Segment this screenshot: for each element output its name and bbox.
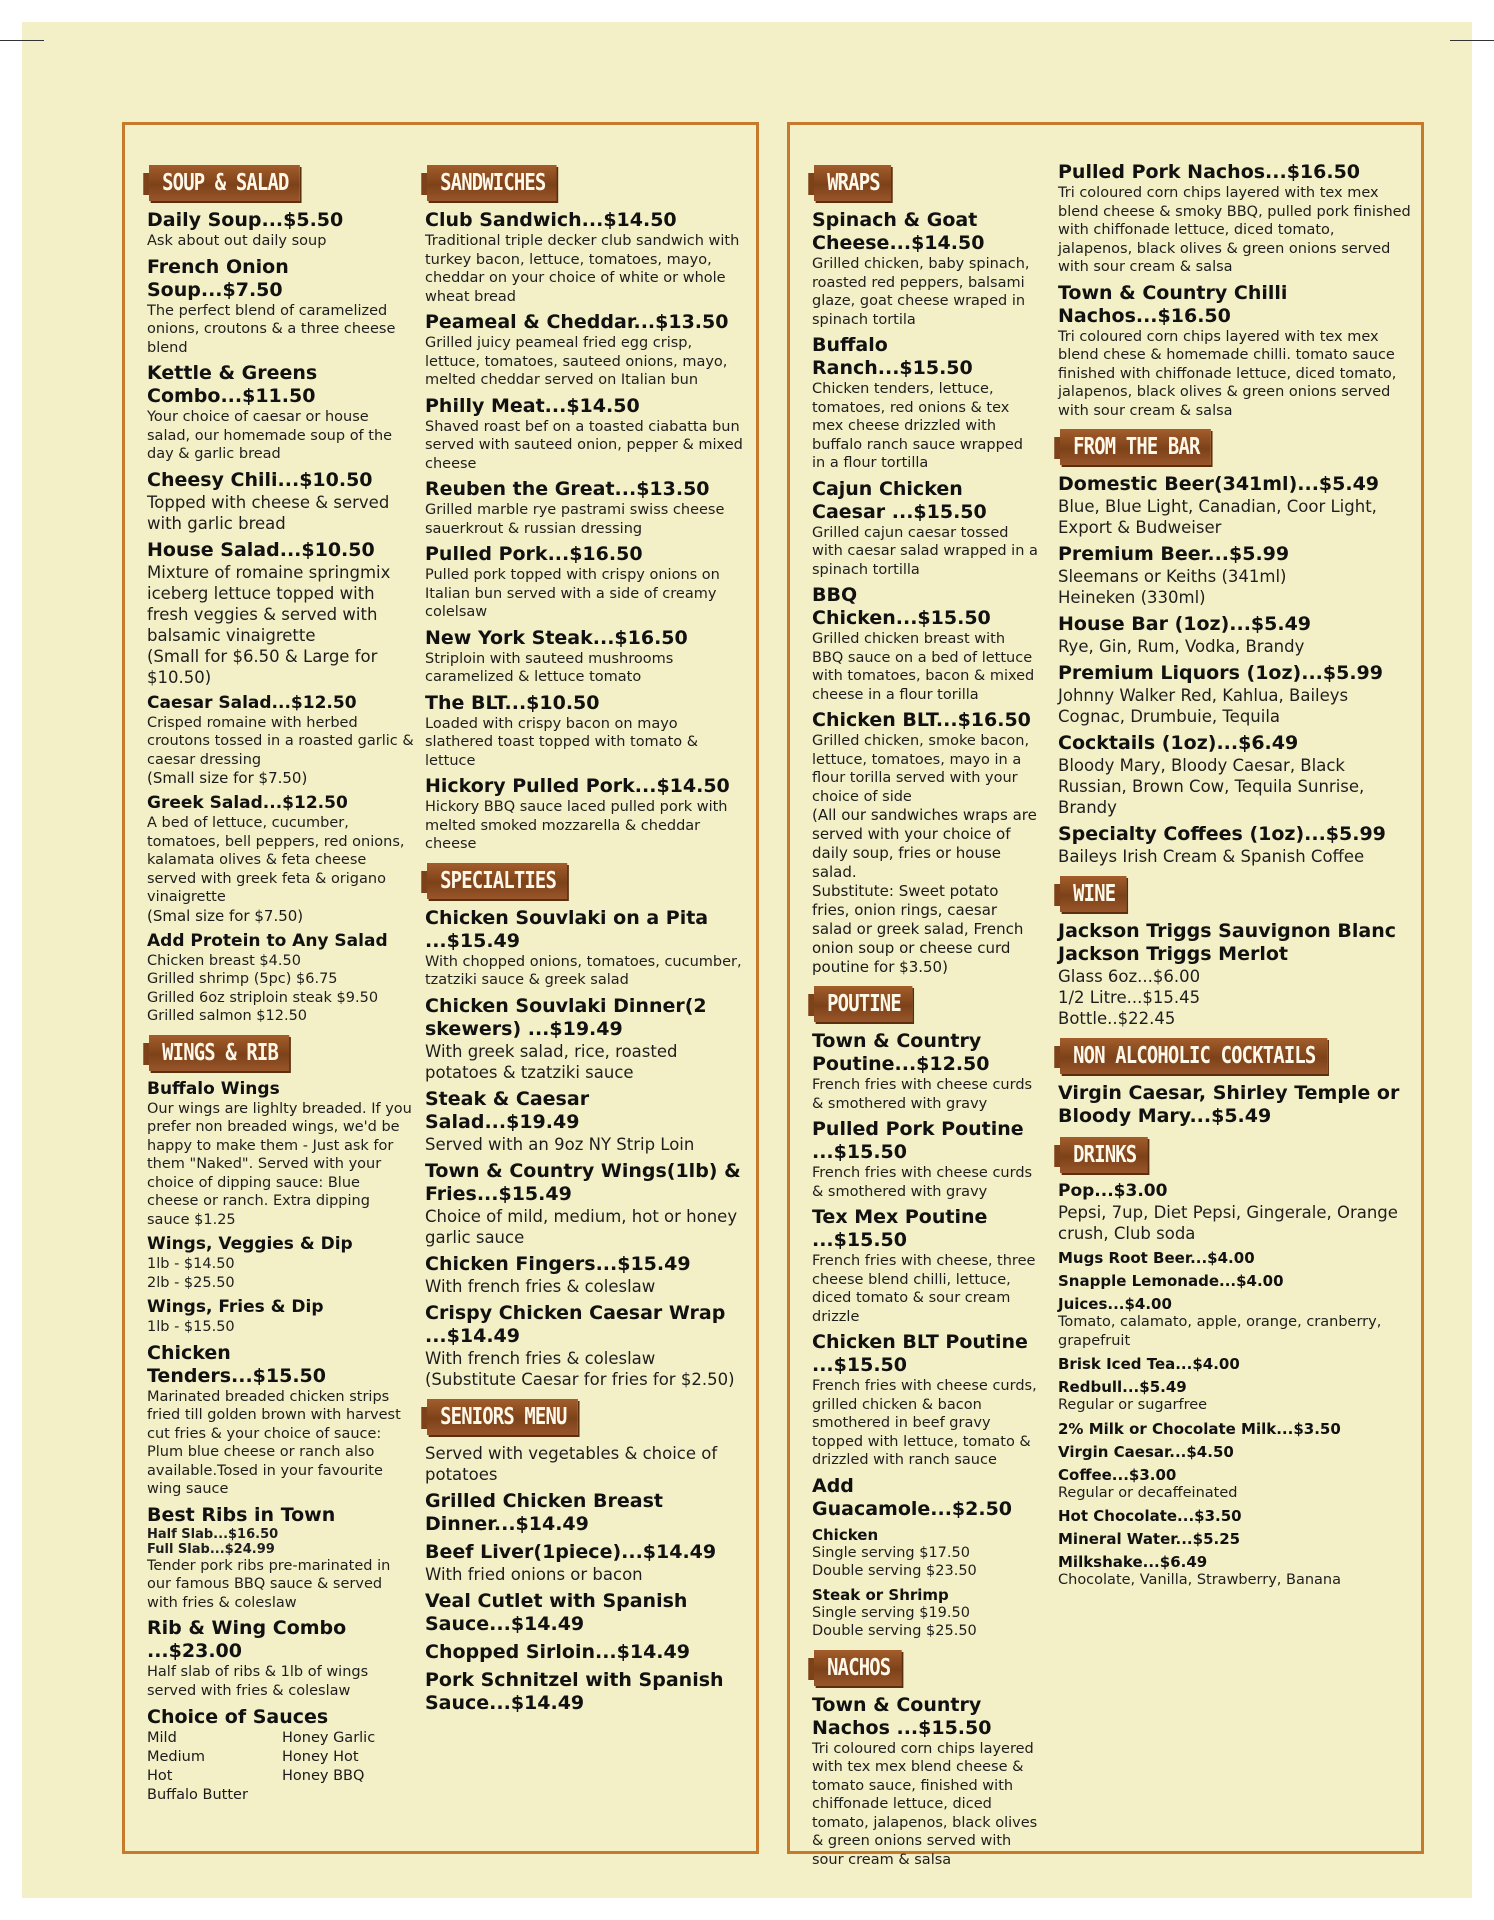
sauce-option: Honey Garlic: [282, 1730, 376, 1746]
section-header-seniors-menu: SENIORS MENU: [427, 1399, 578, 1435]
menu-item: [147, 1617, 415, 1700]
item-title: Pulled Pork Nachos...$16.50: [1058, 161, 1361, 183]
item-description: Grilled chicken, smoke bacon, lettuce, tomatoes, mayo in a flour torilla served with your choice of side: [812, 733, 1030, 805]
item-title: Chicken BLT...$16.50: [812, 709, 1031, 731]
menu-item: [425, 1253, 743, 1297]
item-title: Steak & Caesar Salad...$19.49: [425, 1087, 590, 1133]
section-header-nachos: NACHOS: [814, 1650, 902, 1686]
item-title: French Onion Soup...$7.50: [147, 255, 289, 301]
item-title: Town & Country Chilli Nachos...$16.50: [1058, 281, 1288, 327]
sauce-option: Medium: [147, 1749, 205, 1765]
section-header-wraps: WRAPS: [814, 165, 891, 201]
menu-item: [1058, 543, 1413, 608]
menu-item: [1058, 920, 1413, 1029]
menu-item: [147, 209, 415, 251]
item-title: Milkshake...$6.49: [1058, 1553, 1208, 1571]
sauces-right: [282, 1729, 417, 1805]
item-title: Redbull...$5.49: [1058, 1378, 1187, 1396]
item-description: Served with an 9oz NY Strip Loin: [425, 1134, 695, 1154]
item-description: With french fries & coleslaw: [425, 1276, 656, 1296]
item-title: Chicken BLT Poutine ...$15.50: [812, 1331, 1028, 1376]
item-title: Crispy Chicken Caesar Wrap ...$14.49: [425, 1301, 726, 1347]
sauce-option: Honey Hot: [282, 1749, 359, 1765]
menu-item: [1058, 1530, 1413, 1548]
item-title: The BLT...$10.50: [425, 691, 600, 714]
item-description: French fries with cheese curds & smothered with gravy: [812, 1077, 1033, 1112]
item-description: Pepsi, 7up, Diet Pepsi, Gingerale, Orange crush, Club soda: [1058, 1203, 1398, 1243]
crop-mark-tl: [0, 40, 44, 41]
menu-item: [147, 931, 415, 1026]
item-description: With fried onions or bacon: [425, 1564, 643, 1584]
item-description: Ask about out daily soup: [147, 233, 327, 249]
item-title: Spinach & Goat Cheese...$14.50: [812, 209, 985, 254]
item-title: Wings, Fries & Dip: [147, 1297, 324, 1317]
menu-sheet: [22, 22, 1472, 1898]
item-description: Pulled pork topped with crispy onions on Italian bun served with a side of creamy colelsaw: [425, 567, 720, 620]
item-note: (Small size for $7.50): [147, 769, 308, 787]
item-description: With french fries & coleslaw: [425, 1348, 656, 1368]
menu-item: [425, 692, 743, 771]
item-title: Pop...$3.00: [1058, 1181, 1168, 1201]
item-description: Loaded with crispy bacon on mayo slathered toast topped with tomato & lettuce: [425, 715, 699, 769]
item-title: Grilled Chicken Breast Dinner...$14.49: [425, 1489, 663, 1535]
item-title: Steak or Shrimp: [812, 1585, 949, 1604]
section-header-non-alcoholic-cocktails: NON ALCOHOLIC COCKTAILS: [1060, 1038, 1327, 1074]
section-header-specialties: SPECIALTIES: [427, 863, 567, 899]
menu-item: [1058, 1443, 1413, 1461]
item-description: Choice of mild, medium, hot or honey garlic sauce: [425, 1206, 738, 1247]
item-title: Chicken Tenders...$15.50: [147, 1341, 326, 1387]
menu-item: [1058, 1466, 1413, 1503]
item-description: Chicken tenders, lettuce, tomatoes, red onions & tex mex cheese drizzled with buffalo ranch sauce wrapped in a flour tortilla: [812, 381, 1023, 471]
item-title: Club Sandwich...$14.50: [425, 209, 677, 231]
menu-item: [425, 775, 743, 854]
section-header-wine: WINE: [1060, 876, 1127, 912]
menu-item: [147, 256, 415, 358]
item-title: Pork Schnitzel with Spanish Sauce...$14.49: [425, 1668, 724, 1714]
item-title: Premium Beer...$5.99: [1058, 543, 1290, 565]
item-note: (Small for $6.50 & Large for $10.50): [147, 646, 378, 687]
menu-item: [425, 1302, 743, 1390]
item-title: 2% Milk or Chocolate Milk...$3.50: [1058, 1419, 1341, 1438]
item-title: Peameal & Cheddar...$13.50: [425, 311, 729, 333]
item-description: Marinated breaded chicken strips fried till golden brown with harvest cut fries & your choice of sauce: Plum blue cheese or ranch also available.Tosed in your favourite wing sauce: [147, 1388, 401, 1497]
item-description: The perfect blend of caramelized onions, croutons & a three cheese blend: [147, 302, 396, 356]
item-description: Single serving $19.50 Double serving $25.50: [812, 1604, 977, 1639]
menu-item: [147, 539, 415, 688]
item-description: Topped with cheese & served with garlic bread: [147, 492, 390, 533]
item-title: Greek Salad...$12.50: [147, 793, 348, 813]
item-title: Cheesy Chili...$10.50: [147, 468, 373, 491]
item-title: Cocktails (1oz)...$6.49: [1058, 732, 1299, 754]
menu-item: [425, 543, 743, 622]
menu-item: [1058, 1272, 1413, 1290]
item-description: Glass 6oz...$6.00 1/2 Litre...$15.45 Bottle..$22.45: [1058, 967, 1201, 1028]
menu-item: [812, 1030, 1040, 1113]
menu-item: [812, 584, 1040, 704]
menu-item: [425, 907, 743, 990]
menu-item: [425, 1490, 743, 1536]
item-description: Tri coloured corn chips layered with tex mex blend chese & homemade chilli. tomato sauce finished with chiffonade lettuce, diced tomato, jalapenos, black olives & green onions served with sour cream & salsa: [1058, 328, 1397, 419]
menu-item: [425, 995, 743, 1083]
item-description: Baileys Irish Cream & Spanish Coffee: [1058, 847, 1365, 866]
item-title: Hot Chocolate...$3.50: [1058, 1507, 1242, 1525]
menu-item: [812, 1526, 1040, 1581]
item-description: 1lb - $14.50 2lb - $25.50: [147, 1256, 235, 1291]
item-title: Jackson Triggs Sauvignon Blanc Jackson Triggs Merlot: [1058, 920, 1397, 965]
sauces-title: Choice of Sauces: [147, 1706, 329, 1728]
item-description: Tri coloured corn chips layered with tex mex blend cheese & smoky BBQ, pulled pork finished with chiffonade lettuce, diced tomato, jalapenos, black olives & green onions served with sour cream & salsa: [1058, 185, 1411, 275]
menu-item: [812, 1206, 1040, 1326]
item-title: Brisk Iced Tea...$4.00: [1058, 1355, 1240, 1373]
item-title: Chopped Sirloin...$14.49: [425, 1640, 690, 1663]
item-description: French fries with cheese, three cheese blend chilli, lettuce, diced tomato & sour cream drizzle: [812, 1253, 1036, 1325]
item-title: Town & Country Wings(1lb) & Fries...$15.49: [425, 1159, 741, 1205]
crop-mark-tr: [1450, 40, 1494, 41]
column-1: [147, 161, 415, 1810]
menu-item: [147, 1297, 415, 1337]
section-header-from-the-bar: FROM THE BAR: [1060, 429, 1211, 465]
menu-item: [147, 362, 415, 464]
item-description: Chicken breast $4.50 Grilled shrimp (5pc) $6.75 Grilled 6oz striploin steak $9.50 Grilled salmon $12.50: [147, 952, 379, 1024]
item-description: French fries with cheese curds & smothered with gravy: [812, 1165, 1033, 1200]
item-description: Sleemans or Keiths (341ml) Heineken (330ml): [1058, 567, 1287, 607]
left-panel: [122, 122, 759, 1854]
item-title: Town & Country Nachos ...$15.50: [812, 1693, 992, 1739]
menu-item: [1058, 473, 1413, 538]
menu-item: [812, 709, 1040, 977]
menu-item: [425, 1590, 743, 1636]
item-description: Rye, Gin, Rum, Vodka, Brandy: [1058, 637, 1305, 656]
column-2: [425, 161, 743, 1720]
item-description: Half slab of ribs & 1lb of wings served with fries & coleslaw: [147, 1664, 369, 1699]
item-title: Wings, Veggies & Dip: [147, 1234, 353, 1254]
column-4: [1058, 161, 1413, 1595]
item-title: Chicken Souvlaki on a Pita ...$15.49: [425, 906, 709, 952]
section-header-wings-rib: WINGS & RIB: [149, 1035, 289, 1071]
menu-item: [1058, 1295, 1413, 1350]
menu-item: [425, 478, 743, 538]
right-panel: [787, 122, 1424, 1868]
menu-item: [147, 469, 415, 534]
menu-item: [1058, 282, 1413, 421]
menu-item: [812, 1118, 1040, 1201]
menu-item: [1058, 1553, 1413, 1590]
item-description: Striploin with sauteed mushrooms caramelized & lettuce tomato: [425, 650, 674, 685]
menu-item: [812, 1475, 1040, 1521]
menu-item: [812, 478, 1040, 580]
item-description: Your choice of caesar or house salad, our homemade soup of the day & garlic bread: [147, 409, 393, 462]
item-description: Grilled chicken breast with BBQ sauce on a bed of lettuce with tomatoes, bacon & mixed cheese in a flour torilla: [812, 631, 1035, 703]
sauces-block: [147, 1706, 415, 1805]
item-title: Veal Cutlet with Spanish Sauce...$14.49: [425, 1589, 688, 1635]
section-header-sandwiches: SANDWICHES: [427, 165, 557, 201]
item-title: Specialty Coffees (1oz)...$5.99: [1058, 823, 1386, 845]
menu-item: [1058, 1082, 1413, 1128]
item-description: Mixture of romaine springmix iceberg lettuce topped with fresh veggies & served with balsamic vinaigrette: [147, 562, 391, 645]
section-header-drinks: DRINKS: [1060, 1137, 1148, 1173]
menu-item: [1058, 161, 1413, 277]
sauces-grid: [147, 1729, 415, 1805]
menu-item: [425, 209, 743, 306]
item-title: Mineral Water...$5.25: [1058, 1530, 1241, 1548]
sauce-option: Hot: [147, 1768, 173, 1784]
item-title: Mugs Root Beer...$4.00: [1058, 1249, 1255, 1267]
item-title: Daily Soup...$5.50: [147, 209, 344, 231]
menu-item: [147, 793, 415, 926]
item-title: Rib & Wing Combo ...$23.00: [147, 1617, 347, 1662]
item-title: Beef Liver(1piece)...$14.49: [425, 1540, 717, 1563]
item-title: Reuben the Great...$13.50: [425, 478, 710, 500]
menu-item: [1058, 1355, 1413, 1373]
item-title: Add Protein to Any Salad: [147, 930, 388, 951]
menu-item: [1058, 1507, 1413, 1525]
menu-item: [425, 1160, 743, 1248]
item-description: Regular or decaffeinated: [1058, 1484, 1238, 1501]
menu-item: [425, 1443, 743, 1485]
item-description: Bloody Mary, Bloody Caesar, Black Russian, Brown Cow, Tequila Sunrise, Brandy: [1058, 756, 1365, 817]
item-description: Served with vegetables & choice of potatoes: [425, 1443, 718, 1484]
item-description: Tender pork ribs pre-marinated in our famous BBQ sauce & served with fries & coleslaw: [147, 1557, 391, 1611]
item-description: Grilled marble rye pastrami swiss cheese sauerkrout & russian dressing: [425, 502, 725, 537]
item-description: Blue, Blue Light, Canadian, Coor Light, Export & Budweiser: [1058, 497, 1377, 537]
item-description: Tomato, calamato, apple, orange, cranberry, grapefruit: [1058, 1314, 1382, 1349]
menu-item: [425, 311, 743, 390]
sauces-left: [147, 1729, 282, 1805]
menu-item: [147, 693, 415, 789]
sauce-option: Mild: [147, 1730, 177, 1746]
menu-item: [812, 1331, 1040, 1470]
item-description: With chopped onions, tomatoes, cucumber, tzatziki sauce & greek salad: [425, 953, 742, 988]
item-description: Tri coloured corn chips layered with tex mex blend cheese & tomato sauce, finished with chiffonade lettuce, diced tomato, jalapenos, black olives & green onions served with sour cream & salsa: [812, 1740, 1038, 1868]
item-description: Traditional triple decker club sandwich with turkey bacon, lettuce, tomatoes, mayo, cheddar on your choice of white or whole wheat bread: [425, 233, 740, 305]
item-note: (Substitute Caesar for fries for $2.50): [425, 1369, 735, 1389]
item-title: Buffalo Ranch...$15.50: [812, 334, 973, 379]
menu-item: [1058, 613, 1413, 657]
item-title: Chicken: [812, 1525, 879, 1544]
item-title: Buffalo Wings: [147, 1078, 280, 1099]
item-note: (Smal size for $7.50): [147, 906, 304, 925]
item-description: Single serving $17.50 Double serving $23.50: [812, 1544, 977, 1579]
sauce-option: Buffalo Butter: [147, 1787, 248, 1803]
item-description: Johnny Walker Red, Kahlua, Baileys Cognac, Drumbuie, Tequila: [1058, 686, 1349, 726]
menu-item: [147, 1342, 415, 1499]
item-description: Chocolate, Vanilla, Strawberry, Banana: [1058, 1572, 1341, 1588]
item-description: Grilled juicy peameal fried egg crisp, lettuce, tomatoes, sauteed onions, mayo, melted cheddar served on Italian bun: [425, 335, 728, 388]
item-description: Shaved roast bef on a toasted ciabatta bun served with sauteed onion, pepper & mixed cheese: [425, 418, 743, 472]
item-title: Domestic Beer(341ml)...$5.49: [1058, 473, 1380, 495]
item-title: Virgin Caesar, Shirley Temple or Bloody Mary...$5.49: [1058, 1082, 1400, 1127]
sauce-option: Honey BBQ: [282, 1768, 365, 1784]
menu-item: [425, 627, 743, 687]
item-title: House Bar (1oz)...$5.49: [1058, 613, 1312, 635]
menu-item: [1058, 1181, 1413, 1244]
item-title: Hickory Pulled Pork...$14.50: [425, 775, 730, 797]
menu-item: [425, 1669, 743, 1715]
menu-item: [812, 334, 1040, 473]
item-title: Pulled Pork...$16.50: [425, 543, 643, 565]
menu-item: [812, 1586, 1040, 1641]
item-title: Coffee...$3.00: [1058, 1465, 1177, 1484]
item-description: A bed of lettuce, cucumber, tomatoes, bell peppers, red onions, kalamata olives & feta cheese served with greek feta & origano vinaigrette: [147, 815, 405, 905]
item-description: With greek salad, rice, roasted potatoes & tzatziki sauce: [425, 1041, 678, 1082]
item-title: Premium Liquors (1oz)...$5.99: [1058, 662, 1383, 684]
menu-item: [147, 1504, 415, 1613]
menu-item: [812, 209, 1040, 329]
item-description: 1lb - $15.50: [147, 1319, 235, 1335]
item-title: Town & Country Poutine...$12.50: [812, 1030, 990, 1075]
item-description: Hickory BBQ sauce laced pulled pork with melted smoked mozzarella & cheddar cheese: [425, 799, 728, 852]
item-description: Grilled cajun caesar tossed with caesar salad wrapped in a spinach tortilla: [812, 524, 1038, 578]
item-description: Crisped romaine with herbed croutons tossed in a roasted garlic & caesar dressing: [147, 714, 414, 768]
item-title: Kettle & Greens Combo...$11.50: [147, 362, 318, 407]
item-title: Caesar Salad...$12.50: [147, 692, 357, 713]
column-3: [812, 161, 1040, 1874]
item-description: Our wings are lighlty breaded. If you prefer non breaded wings, we'd be happy to make them - Just ask for them "Naked". Served with your choice of dipping sauce: Blue cheese or ranch. Extra dipping sauce $1.25: [147, 1100, 412, 1228]
item-title: Philly Meat...$14.50: [425, 394, 640, 417]
section-header-soup-salad: SOUP & SALAD: [149, 165, 300, 201]
section-header-poutine: POUTINE: [814, 986, 912, 1022]
item-title: Tex Mex Poutine ...$15.50: [812, 1206, 988, 1251]
menu-item: [1058, 823, 1413, 867]
item-description: Regular or sugarfree: [1058, 1397, 1208, 1413]
item-title: Best Ribs in Town: [147, 1503, 336, 1526]
item-title: BBQ Chicken...$15.50: [812, 584, 991, 629]
menu-item: [1058, 1420, 1413, 1438]
item-title: Pulled Pork Poutine ...$15.50: [812, 1118, 1024, 1163]
item-description: French fries with cheese curds, grilled chicken & bacon smothered in beef gravy topped with lettuce, tomato & drizzled with ranch sauce: [812, 1378, 1037, 1468]
item-title: Cajun Chicken Caesar ...$15.50: [812, 477, 987, 523]
item-title: Snapple Lemonade...$4.00: [1058, 1272, 1284, 1290]
menu-item: [425, 395, 743, 474]
item-note: (All our sandwiches wraps are served with your choice of daily soup, fries or house salad. Substitute: Sweet potato fries, onion rings, caesar salad or greek salad, French onion soup or cheese curd poutine for $3.50): [812, 806, 1037, 976]
item-title: Virgin Caesar...$4.50: [1058, 1442, 1234, 1461]
item-title: Chicken Fingers...$15.49: [425, 1252, 691, 1275]
menu-item: [425, 1641, 743, 1664]
item-description: Grilled chicken, baby spinach, roasted red peppers, balsami glaze, goat cheese wraped in spinach tortila: [812, 256, 1030, 328]
menu-item: [147, 1079, 415, 1230]
menu-item: [1058, 1249, 1413, 1267]
menu-item: [425, 1541, 743, 1585]
menu-item: [1058, 662, 1413, 727]
item-title: Add Guacamole...$2.50: [812, 1474, 1013, 1520]
menu-item: [425, 1088, 743, 1155]
menu-item: [1058, 732, 1413, 818]
item-title: New York Steak...$16.50: [425, 626, 688, 649]
menu-item: [147, 1234, 415, 1292]
item-subprice: Half Slab...$16.50 Full Slab...$24.99: [147, 1526, 279, 1557]
item-title: Chicken Souvlaki Dinner(2 skewers) ...$19.49: [425, 994, 707, 1040]
menu-item: [1058, 1378, 1413, 1415]
item-title: Juices...$4.00: [1058, 1295, 1172, 1313]
item-title: House Salad...$10.50: [147, 538, 375, 561]
menu-item: [812, 1694, 1040, 1870]
